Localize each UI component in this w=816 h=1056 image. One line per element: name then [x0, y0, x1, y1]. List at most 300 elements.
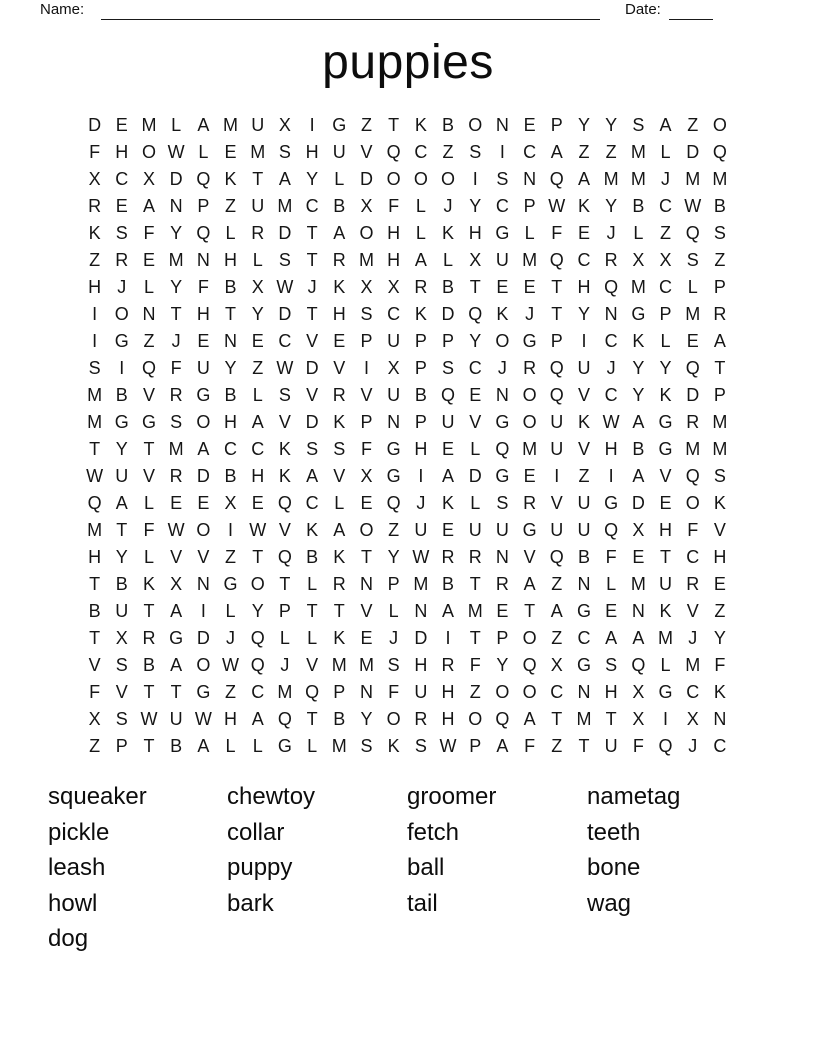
- grid-cell: M: [630, 142, 646, 162]
- grid-row: [81, 409, 734, 436]
- grid-cell: V: [523, 547, 536, 567]
- grid-cell: X: [360, 466, 373, 486]
- grid-cell: U: [414, 520, 428, 540]
- grid-cell: D: [441, 304, 455, 324]
- grid-cell: T: [551, 304, 563, 324]
- grid-cell: U: [550, 439, 564, 459]
- grid-cell: X: [387, 358, 400, 378]
- grid-cell: A: [170, 655, 183, 675]
- grid-cell: X: [659, 250, 672, 270]
- grid-cell: U: [196, 358, 210, 378]
- grid-cell: A: [659, 115, 672, 135]
- grid-cell: Z: [714, 601, 726, 621]
- grid-cell: Y: [632, 385, 645, 405]
- grid-cell: S: [88, 358, 101, 378]
- grid-cell: L: [633, 223, 644, 243]
- grid-cell: F: [388, 682, 400, 702]
- grid-cell: Y: [115, 547, 128, 567]
- grid-row: [81, 193, 734, 220]
- grid-cell: O: [441, 169, 456, 189]
- grid-cell: D: [686, 142, 700, 162]
- grid-cell: E: [333, 331, 346, 351]
- grid-cell: R: [332, 385, 346, 405]
- grid-cell: C: [604, 331, 618, 351]
- grid-cell: G: [495, 223, 510, 243]
- grid-row: [81, 733, 734, 760]
- grid-cell: N: [495, 115, 509, 135]
- grid-cell: B: [170, 736, 183, 756]
- grid-cell: Q: [604, 277, 619, 297]
- grid-cell: U: [604, 736, 618, 756]
- grid-cell: V: [333, 466, 346, 486]
- grid-cell: H: [387, 250, 401, 270]
- grid-cell: G: [196, 385, 211, 405]
- grid-cell: D: [196, 628, 210, 648]
- grid-cell: R: [441, 655, 455, 675]
- grid-row: [81, 382, 734, 409]
- grid-cell: B: [88, 601, 101, 621]
- grid-cell: H: [88, 277, 102, 297]
- grid-cell: K: [306, 520, 319, 540]
- grid-cell: W: [548, 196, 566, 216]
- grid-cell: M: [358, 655, 374, 675]
- grid-cell: S: [278, 250, 291, 270]
- grid-cell: V: [88, 655, 101, 675]
- grid-row: [81, 652, 734, 679]
- grid-cell: C: [305, 196, 319, 216]
- grid-cell: Q: [712, 142, 727, 162]
- grid-cell: Y: [632, 358, 645, 378]
- grid-cell: E: [360, 628, 373, 648]
- grid-cell: G: [495, 412, 510, 432]
- grid-cell: K: [142, 574, 155, 594]
- grid-cell: G: [386, 466, 401, 486]
- grid-cell: F: [605, 547, 617, 567]
- grid-cell: O: [413, 169, 428, 189]
- grid-cell: A: [333, 223, 346, 243]
- grid-cell: L: [198, 142, 209, 162]
- grid-cell: C: [305, 493, 319, 513]
- grid-cell: J: [606, 223, 616, 243]
- grid-cell: T: [143, 439, 155, 459]
- grid-cell: U: [115, 601, 129, 621]
- grid-cell: P: [278, 601, 291, 621]
- grid-cell: S: [387, 655, 400, 675]
- grid-cell: E: [115, 115, 128, 135]
- grid-cell: S: [333, 439, 346, 459]
- grid-cell: X: [170, 574, 183, 594]
- grid-cell: F: [143, 520, 155, 540]
- grid-cell: J: [117, 277, 127, 297]
- grid-cell: H: [659, 520, 673, 540]
- grid-cell: U: [550, 412, 564, 432]
- grid-cell: K: [659, 385, 672, 405]
- grid-cell: B: [577, 547, 590, 567]
- grid-cell: P: [197, 196, 210, 216]
- grid-cell: L: [307, 628, 318, 648]
- grid-cell: U: [659, 574, 673, 594]
- grid-cell: R: [115, 250, 129, 270]
- grid-cell: F: [632, 736, 644, 756]
- puzzle-title: puppies: [322, 36, 494, 89]
- grid-cell: L: [279, 628, 290, 648]
- grid-cell: L: [470, 493, 481, 513]
- grid-cell: H: [468, 223, 482, 243]
- grid-cell: M: [685, 304, 701, 324]
- grid-cell: R: [713, 304, 727, 324]
- grid-cell: T: [660, 547, 672, 567]
- grid-cell: P: [523, 196, 536, 216]
- grid-cell: J: [661, 169, 671, 189]
- grid-cell: Q: [386, 142, 401, 162]
- grid-cell: M: [277, 682, 293, 702]
- word-list-item: groomer: [407, 783, 497, 810]
- grid-cell: F: [469, 655, 481, 675]
- grid-cell: R: [686, 574, 700, 594]
- grid-cell: E: [197, 493, 210, 513]
- grid-cell: M: [168, 439, 184, 459]
- grid-cell: C: [577, 250, 591, 270]
- grid-cell: O: [386, 709, 401, 729]
- grid-cell: M: [712, 439, 728, 459]
- grid-cell: J: [280, 655, 290, 675]
- grid-cell: F: [687, 520, 699, 540]
- grid-cell: G: [332, 115, 347, 135]
- grid-cell: E: [115, 196, 128, 216]
- grid-cell: N: [577, 682, 591, 702]
- grid-cell: S: [414, 736, 427, 756]
- grid-cell: M: [87, 520, 103, 540]
- grid-cell: K: [496, 304, 509, 324]
- grid-cell: Q: [495, 439, 510, 459]
- date-underline: [669, 19, 713, 20]
- word-list: [0, 779, 816, 979]
- grid-cell: B: [632, 196, 645, 216]
- grid-cell: V: [469, 412, 482, 432]
- grid-cell: A: [713, 331, 726, 351]
- word-list-item: nametag: [587, 783, 681, 810]
- grid-cell: A: [115, 493, 128, 513]
- grid-cell: H: [224, 250, 238, 270]
- grid-cell: S: [170, 412, 183, 432]
- grid-cell: H: [115, 142, 129, 162]
- grid-row: [81, 571, 734, 598]
- grid-cell: R: [332, 574, 346, 594]
- grid-cell: X: [632, 250, 645, 270]
- grid-cell: K: [632, 331, 645, 351]
- grid-cell: I: [472, 169, 478, 189]
- grid-cell: N: [495, 547, 509, 567]
- grid-cell: J: [688, 628, 698, 648]
- grid-cell: R: [251, 223, 265, 243]
- grid-cell: K: [224, 169, 237, 189]
- grid-cell: X: [469, 250, 482, 270]
- grid-cell: G: [658, 682, 673, 702]
- grid-cell: Y: [496, 655, 509, 675]
- grid-cell: G: [386, 439, 401, 459]
- grid-cell: Y: [224, 358, 237, 378]
- grid-cell: U: [550, 520, 564, 540]
- grid-cell: W: [167, 520, 185, 540]
- grid-cell: Z: [714, 250, 726, 270]
- grid-cell: B: [632, 439, 645, 459]
- grid-cell: O: [522, 412, 537, 432]
- grid-cell: I: [309, 115, 315, 135]
- grid-cell: R: [332, 250, 346, 270]
- grid-cell: Z: [551, 574, 563, 594]
- grid-cell: T: [306, 601, 318, 621]
- grid-cell: T: [252, 169, 264, 189]
- grid-cell: C: [251, 682, 265, 702]
- grid-cell: D: [686, 385, 700, 405]
- grid-cell: E: [523, 115, 536, 135]
- grid-cell: I: [663, 709, 669, 729]
- grid-cell: A: [632, 628, 645, 648]
- grid-cell: T: [551, 709, 563, 729]
- grid-cell: L: [171, 115, 182, 135]
- grid-cell: Q: [386, 493, 401, 513]
- grid-cell: T: [551, 277, 563, 297]
- grid-cell: H: [332, 304, 346, 324]
- grid-cell: I: [92, 331, 98, 351]
- grid-cell: P: [414, 358, 427, 378]
- grid-cell: X: [632, 520, 645, 540]
- grid-cell: G: [196, 682, 211, 702]
- grid-cell: A: [632, 412, 645, 432]
- grid-cell: V: [142, 466, 155, 486]
- grid-cell: P: [387, 574, 400, 594]
- grid-cell: I: [228, 520, 234, 540]
- grid-cell: F: [524, 736, 536, 756]
- grid-cell: K: [387, 736, 400, 756]
- grid-cell: Y: [170, 223, 183, 243]
- grid-row: [81, 328, 734, 355]
- grid-cell: O: [495, 682, 510, 702]
- grid-cell: C: [659, 196, 673, 216]
- grid-cell: R: [169, 466, 183, 486]
- grid-cell: O: [359, 223, 374, 243]
- grid-cell: V: [360, 142, 373, 162]
- grid-cell: H: [224, 412, 238, 432]
- grid-cell: R: [441, 547, 455, 567]
- grid-cell: M: [630, 277, 646, 297]
- grid-cell: O: [522, 628, 537, 648]
- grid-cell: P: [659, 304, 672, 324]
- grid-cell: C: [224, 439, 238, 459]
- grid-cell: K: [442, 493, 455, 513]
- grid-cell: Q: [277, 547, 292, 567]
- grid-cell: L: [225, 736, 236, 756]
- grid-cell: W: [222, 655, 240, 675]
- grid-cell: V: [306, 385, 319, 405]
- grid-cell: A: [496, 736, 509, 756]
- grid-cell: K: [278, 439, 291, 459]
- grid-cell: T: [388, 115, 400, 135]
- grid-cell: A: [251, 709, 264, 729]
- grid-row: [81, 355, 734, 382]
- grid-row: [81, 301, 734, 328]
- name-label: Name:: [40, 1, 85, 18]
- grid-row: [81, 463, 734, 490]
- grid-cell: E: [469, 385, 482, 405]
- grid-cell: U: [495, 520, 509, 540]
- word-list-item: bark: [227, 889, 274, 917]
- grid-cell: B: [115, 385, 128, 405]
- grid-cell: H: [414, 439, 428, 459]
- grid-cell: F: [360, 439, 372, 459]
- grid-cell: C: [659, 277, 673, 297]
- grid-row: [81, 625, 734, 652]
- grid-cell: S: [686, 250, 699, 270]
- grid-cell: S: [278, 385, 291, 405]
- grid-cell: P: [360, 331, 373, 351]
- grid-cell: E: [251, 331, 264, 351]
- grid-cell: M: [685, 169, 701, 189]
- grid-cell: D: [414, 628, 428, 648]
- word-list-item: pickle: [48, 818, 110, 846]
- grid-cell: T: [89, 574, 101, 594]
- grid-cell: G: [495, 466, 510, 486]
- grid-cell: O: [712, 115, 727, 135]
- grid-cell: T: [143, 682, 155, 702]
- grid-cell: V: [333, 358, 346, 378]
- grid-cell: C: [550, 682, 564, 702]
- grid-cell: W: [276, 358, 294, 378]
- word-list-item: wag: [587, 889, 632, 917]
- grid-cell: K: [414, 304, 427, 324]
- grid-cell: N: [523, 169, 537, 189]
- grid-row: [81, 598, 734, 625]
- grid-cell: Z: [578, 142, 590, 162]
- word-list-item: bone: [587, 854, 641, 882]
- grid-cell: A: [577, 169, 590, 189]
- grid-cell: M: [522, 250, 538, 270]
- grid-cell: N: [142, 304, 156, 324]
- grid-cell: R: [142, 628, 156, 648]
- grid-cell: V: [713, 520, 726, 540]
- grid-cell: F: [714, 655, 726, 675]
- grid-cell: G: [576, 655, 591, 675]
- grid-cell: G: [114, 331, 129, 351]
- grid-cell: H: [251, 466, 265, 486]
- grid-cell: A: [442, 601, 455, 621]
- grid-cell: T: [279, 574, 291, 594]
- grid-cell: Q: [277, 493, 292, 513]
- grid-cell: J: [688, 736, 698, 756]
- grid-cell: P: [713, 385, 726, 405]
- grid-cell: V: [170, 547, 183, 567]
- grid-cell: B: [224, 466, 237, 486]
- grid-cell: A: [550, 142, 563, 162]
- grid-cell: H: [577, 277, 591, 297]
- grid-cell: K: [278, 466, 291, 486]
- grid-cell: D: [631, 493, 645, 513]
- grid-cell: M: [630, 169, 646, 189]
- grid-cell: N: [495, 385, 509, 405]
- grid-cell: Q: [87, 493, 102, 513]
- grid-cell: Z: [225, 196, 237, 216]
- grid-cell: E: [142, 250, 155, 270]
- grid-cell: L: [687, 277, 698, 297]
- grid-cell: K: [333, 547, 346, 567]
- grid-cell: L: [415, 223, 426, 243]
- grid-cell: H: [387, 223, 401, 243]
- grid-cell: G: [522, 331, 537, 351]
- grid-cell: Q: [549, 169, 564, 189]
- grid-cell: B: [713, 196, 726, 216]
- grid-cell: J: [416, 493, 426, 513]
- grid-cell: K: [713, 493, 726, 513]
- grid-cell: E: [442, 520, 455, 540]
- grid-cell: W: [602, 412, 620, 432]
- grid-cell: G: [658, 412, 673, 432]
- grid-cell: K: [88, 223, 101, 243]
- grid-cell: B: [224, 277, 237, 297]
- grid-cell: Y: [577, 115, 590, 135]
- grid-cell: R: [523, 493, 537, 513]
- grid-cell: S: [713, 466, 726, 486]
- grid-cell: A: [251, 412, 264, 432]
- word-list-item: leash: [48, 854, 106, 882]
- grid-cell: O: [495, 331, 510, 351]
- grid-cell: K: [333, 277, 346, 297]
- grid-cell: M: [522, 439, 538, 459]
- grid-row: [81, 112, 734, 139]
- grid-cell: C: [577, 628, 591, 648]
- grid-cell: T: [170, 682, 182, 702]
- grid-cell: P: [414, 412, 427, 432]
- grid-cell: C: [523, 142, 537, 162]
- grid-cell: Y: [387, 547, 400, 567]
- grid-cell: V: [115, 682, 128, 702]
- grid-cell: L: [660, 142, 671, 162]
- grid-cell: W: [194, 709, 212, 729]
- grid-cell: Y: [469, 196, 482, 216]
- grid-cell: U: [468, 520, 482, 540]
- grid-cell: S: [360, 304, 373, 324]
- grid-cell: T: [89, 628, 101, 648]
- grid-cell: Q: [658, 736, 673, 756]
- grid-cell: Y: [605, 196, 618, 216]
- grid-cell: W: [684, 196, 702, 216]
- grid-cell: X: [278, 115, 291, 135]
- grid-cell: L: [143, 547, 154, 567]
- grid-cell: Q: [631, 655, 646, 675]
- grid-cell: L: [470, 439, 481, 459]
- grid-cell: C: [278, 331, 292, 351]
- grid-cell: R: [88, 196, 102, 216]
- grid-row: [81, 517, 734, 544]
- grid-cell: Z: [89, 250, 101, 270]
- grid-cell: Z: [360, 115, 372, 135]
- grid-cell: E: [713, 574, 726, 594]
- grid-cell: L: [660, 331, 671, 351]
- grid-cell: N: [224, 331, 238, 351]
- grid-cell: V: [306, 331, 319, 351]
- grid-cell: K: [333, 628, 346, 648]
- grid-cell: T: [714, 358, 726, 378]
- grid-cell: A: [414, 250, 427, 270]
- grid-cell: Y: [360, 709, 373, 729]
- grid-cell: G: [277, 736, 292, 756]
- grid-cell: Z: [660, 223, 672, 243]
- grid-cell: T: [89, 439, 101, 459]
- grid-cell: I: [119, 358, 125, 378]
- grid-cell: M: [712, 169, 728, 189]
- grid-cell: Z: [252, 358, 264, 378]
- grid-cell: J: [497, 358, 507, 378]
- grid-cell: Y: [251, 304, 264, 324]
